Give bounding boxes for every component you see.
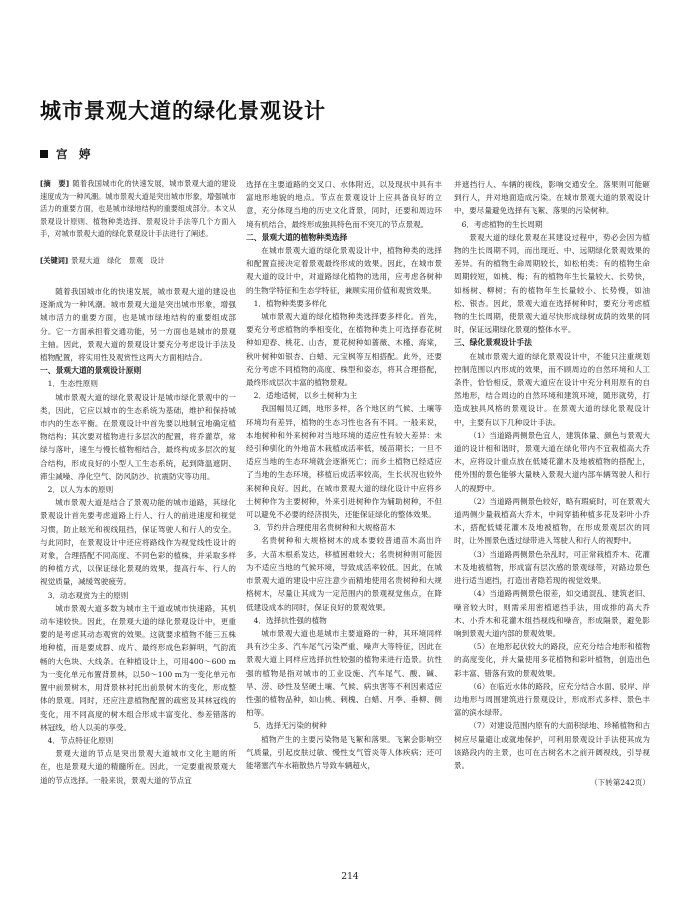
author-name: 宫 婷 <box>56 147 91 161</box>
subheading-2-5: 5．选择无污染的树种 <box>253 721 327 731</box>
intro-paragraph: 随着我国城市化的快速发展，城市景观大道的建设也逐渐成为一种风潮。城市景观大道是突出城市形象，增强城市活力的重要方面，也是城市绿地结构的重要组成部分。它一方面承担着交通功能，另一方面也是城市的景观主轴。因此，景观大道的景观设计要充分考虑设计手法及植物配置，将实用性及观赏性这两大方面相结合。 <box>40 287 236 363</box>
paragraph-continued: 选择在主要道路的交叉口、水体附近，以及现状中具有丰富地形地貌的地点。节点在景观设计上应具备良好的立意，充分体现当地的历史文化背景，同时，还要和周边环境有机结合，最终形成独具特色而不突兀的节点景观。 <box>246 180 442 229</box>
paragraph-2-2: 我国幅员辽阔，地形多样，各个地区的气候、土壤等环境均有差异，植物的生态习性也各有不同。一般来说，本地树种和外来树种对当地环境的适应性有较大差异：未经引种驯化的外地苗木栽植成活率低，缓苗期长；一旦不适应当地的生态环境就会逐渐死亡；而乡土植物已经适应了当地的生态环境，移植后成活率较高，生长状况也较外来树种良好。因此，在城市景观大道的绿化设计中应将乡土树种作为主要树种，外来引进树种作为辅助树种，不但可以避免不必要的经济损失，还能保证绿化的整体效果。 <box>246 404 442 520</box>
author-line <box>40 146 91 162</box>
paragraph-3-4: （4）当道路两侧景色很差，如交通混乱、建筑老旧、噪音较大时，则需采用密植遮挡手法，用成排的高大乔木、小乔木和花灌木组挡视线和噪音，形成隔景，避免影响到景观大道内部的景观效果。 <box>454 589 650 638</box>
subheading-2-2: 2．适地适树，以乡土树种为主 <box>253 391 358 401</box>
keywords-text: 景观大道 绿化 景观 设计 <box>71 255 165 265</box>
paragraph-3-2: （2）当道路两侧景色较好，略有瑕疵时，可在景观大道两侧少量栽植高大乔木，中间穿插种植多花及彩叶小乔木，搭配低矮花灌木及地被植物，在形成景观层次的同时，让外围景色透过绿带进入驾驶人和行人的视野中。 <box>454 496 650 546</box>
column-1 <box>40 178 236 787</box>
paragraph-2-intro: 在城市景观大道的绿化景观设计中，植物种类的选择和配置直接决定着景观最终形成的效果。因此，在城市景观大道的设计中，对道路绿化植物的选用，应考虑各树种的生物学特征和生态学特征，兼顾实用价值和观赏效果。 <box>246 246 442 295</box>
paragraph-3-7: （7）对建设范围内原有的大面积绿地、珍稀植物和古树应尽量避让或就地保护，可利用景观设计手法使其成为该路段内的主景，也可在古树名木之前开阔视线，引导视景。 <box>454 721 650 770</box>
paragraph-3-1: （1）当道路两侧景色宜人，建筑体量、颜色与景观大道的设计相和谐时，景观大道在绿化带内不宜栽植高大乔木，应将设计重点放在低矮花灌木及地被植物的搭配上，使外围的景色能够大量映入景观大道内部车辆驾驶人和行人的视野中。 <box>454 430 650 493</box>
section-heading-2: 二、景观大道的植物种类选择 <box>246 232 348 242</box>
subheading-2-4: 4．选择抗性强的植物 <box>253 615 327 625</box>
paragraph-3-5: （5）在地形起伏较大的路段，应充分结合地形和植物的高度变化，并大量使用多花植物和彩叶植物，创造出色彩丰富、错落有致的景观效果。 <box>454 642 650 678</box>
subheading-2-6: 6．考虑植物的生长周期 <box>461 219 543 229</box>
paragraph-2-3: 名贵树种和大规格树木的成本要较普通苗木高出许多，大苗木根系发达，移植困难较大；名贵树种则可能因为不适应当地的气候环境，导致成活率较低。因此，在城市景观大道的建设中应注意少而精地使用名贵树种和大规格树木，尽量让其成为一定范围内的景观视觉焦点，在降低建设成本的同时，保证良好的景观效果。 <box>246 536 442 612</box>
section-heading-3: 三、绿化景观设计手法 <box>454 338 532 348</box>
subheading-1-4: 4．节点特征化原则 <box>47 735 114 745</box>
subheading-1-3: 3．动态观赏为主的原则 <box>47 590 129 600</box>
paragraph-1-2: 城市景观大道是结合了景观功能的城市道路，其绿化景观设计首先要考虑道路上行人、行人的前进速度和视觉习惯，防止眩光和视线阻挡，保证驾驶人和行人的安全。与此同时，在景观设计中还应将路线作为视觉线性设计的对象，合理搭配不同高度、不同色彩的植株，并采取多样的种植方式，以保证绿化景观的效果，提高行车、行人的视觉质量，减缓驾驶疲劳。 <box>40 498 236 587</box>
paragraph-1-1: 城市景观大道的绿化景观设计是城市绿化景观中的一类，因此，它应以城市的生态系统为基础，维护和保持城市内的生态平衡。在景观设计中首先要以地制宜地确定植物结构；其次要对植物进行多层次的配置，将乔灌草，常绿与落叶，速生与慢长植物相结合，最终构成多层次的复合结构，形成良好的小型人工生态系统，起到降温遮阴、滞尘减噪、净化空气、防风防沙、抗震防灾等功用。 <box>40 392 236 481</box>
paragraph-3-intro: 在城市景观大道的绿化景观设计中，不能只注重规划控制范围以内形成的效果，而不顾周边的自然环境和人工条件，恰恰相反，景观大道应在设计中充分利用原有的自然地形，结合周边的自然环境和建筑环境，随形就势，打造成独具风格的景观设计。在景观大道的绿化景观设计中，主要有以下几种设计手法。 <box>454 351 650 427</box>
paragraph-2-1: 城市景观大道的绿化植物种类选择要多样化。首先，要充分考虑植物的季相变化，在植物种类上可选择春花树种如迎春、桃花、山杏，夏花树种如蔷薇、木槿、海棠，秋叶树种如银杏、白蜡、元宝枫等互相搭配。此外，还要充分考虑不同植物的高度、株型和姿态，将其合理搭配，最终形成层次丰富的植物景观。 <box>246 312 442 388</box>
paragraph-1-4: 景观大道的节点是突出景观大道城市文化主题的所在，也是景观大道的精髓所在。因此，一定要重视景观大道的节点选择。一般来说，景观大道的节点宜 <box>40 749 236 785</box>
paragraph-2-4: 城市景观大道也是城市主要道路的一种，其环境同样具有沙尘多、汽车尾气污染严重、噪声大等特征，因此在景观大道上同样应选择抗性较强的植物来进行造景。抗性强的植物是指对城市的工业设施、汽车尾气、酸、碱、旱、涝、砂性及坚硬土壤、气候、病虫害等不利因素适应性强的植物品种，如山桃、刺槐、白蜡、月季、垂柳、侧柏等。 <box>246 628 442 718</box>
keywords <box>40 255 236 268</box>
paragraph-2-5: 植物产生的主要污染物是飞絮和落果。飞絮会影响空气质量，引起皮肤过敏、慢性支气管炎等人体疾病；还可能堵塞汽车水箱散热片导致车辆超火， <box>246 734 442 770</box>
article-title: 城市景观大道的绿化景观设计 <box>40 99 326 123</box>
paragraph-2-6: 景观大道的绿化景观在其建设过程中，势必会因为植物的生长周期不同，而出现近、中、远期绿化景观效果的差异。有的植物生命周期较长，如松柏类；有的植物生命周期较短，如桃、梅；有的植物年生长量较大、长势快，如杨树、柳树；有的植物年生长量较小、长势慢，如油松、银杏。因此，景观大道在选择树种时，要充分考虑植物的生长周期，使景观大道尽快形成绿树成荫的效果的同时，保证远期绿化景观的整体水平。 <box>454 232 650 335</box>
page-number: 214 <box>341 872 359 882</box>
paragraph-3-3: （3）当道路两侧景色杂乱时，可正常栽植乔木、花灌木及地被植物，形成富有层次感的景观绿带，对路边景色进行适当遮挡，打造出者隐若现的视觉效果。 <box>454 549 650 586</box>
subheading-2-3: 3．节约并合理使用名贵树种和大规格苗木 <box>253 523 396 533</box>
subheading-1-1: 1．生态性原则 <box>47 379 98 389</box>
paragraph-3-6: （6）在临近水体的路段，应充分结合水面、驳岸、岸边地形与周围建筑进行景观设计，形成形式多样、景色丰富的滨水绿带。 <box>454 681 650 718</box>
keywords-label: [关键词] <box>40 255 69 265</box>
abstract-label: [摘 要] <box>40 179 70 188</box>
continued-note: （下转第242页） <box>589 778 650 788</box>
square-bullet-icon <box>40 150 48 158</box>
section-heading-1: 一、景观大道的景观设计原则 <box>40 366 142 376</box>
paragraph-continued-3: 并遮挡行人、车辆的视线，影响交通安全。落果则可能砸到行人，并对地面造成污染。在城市景观大道的景观设计中，要尽量避免选择有飞絮、落果的污染树种。 <box>454 180 650 216</box>
abstract-text: 随着我国城市化的快速发展，城市景观大道的建设速度成为一种风潮。城市景观大道是突出城市形象，增强城市活力的重要方面，也是城市绿地结构的重要组成部分。本文从景观设计原则、植物种类选择、景观设计手法等几个方面入手，对城市景观大道的绿化景观设计手法进行了阐述。 <box>40 179 236 238</box>
column-2 <box>246 178 442 772</box>
paragraph-1-3: 城市景观大道多数为城市主干道或城市快速路，其机动车速较快。因此，在景观大道的绿化景观设计中，更重要的是考虑其动态观赏的效果。这就要求植物不能三五株地种植，而是要成群、成片、最终形成色彩鲜明，气韵流畅的大色块、大线条。在种植设计上，可用400～600 m为一变化单元布置背景林，以50～100 m为一变化单元布置中前景树木，用背景林衬托出前景树木的变化，形成整体的景观。同时，还应注意植物配置的疏密及其林冠线的变化，用不同高度的树木组合形成丰富变化、参差错落的林冠线，给人以美的享受。 <box>40 603 236 732</box>
subheading-1-2: 2．以人为本的原则 <box>47 485 114 495</box>
column-3 <box>454 178 650 797</box>
subheading-2-1: 1．植物种类要多样化 <box>253 298 327 308</box>
abstract <box>40 178 236 241</box>
